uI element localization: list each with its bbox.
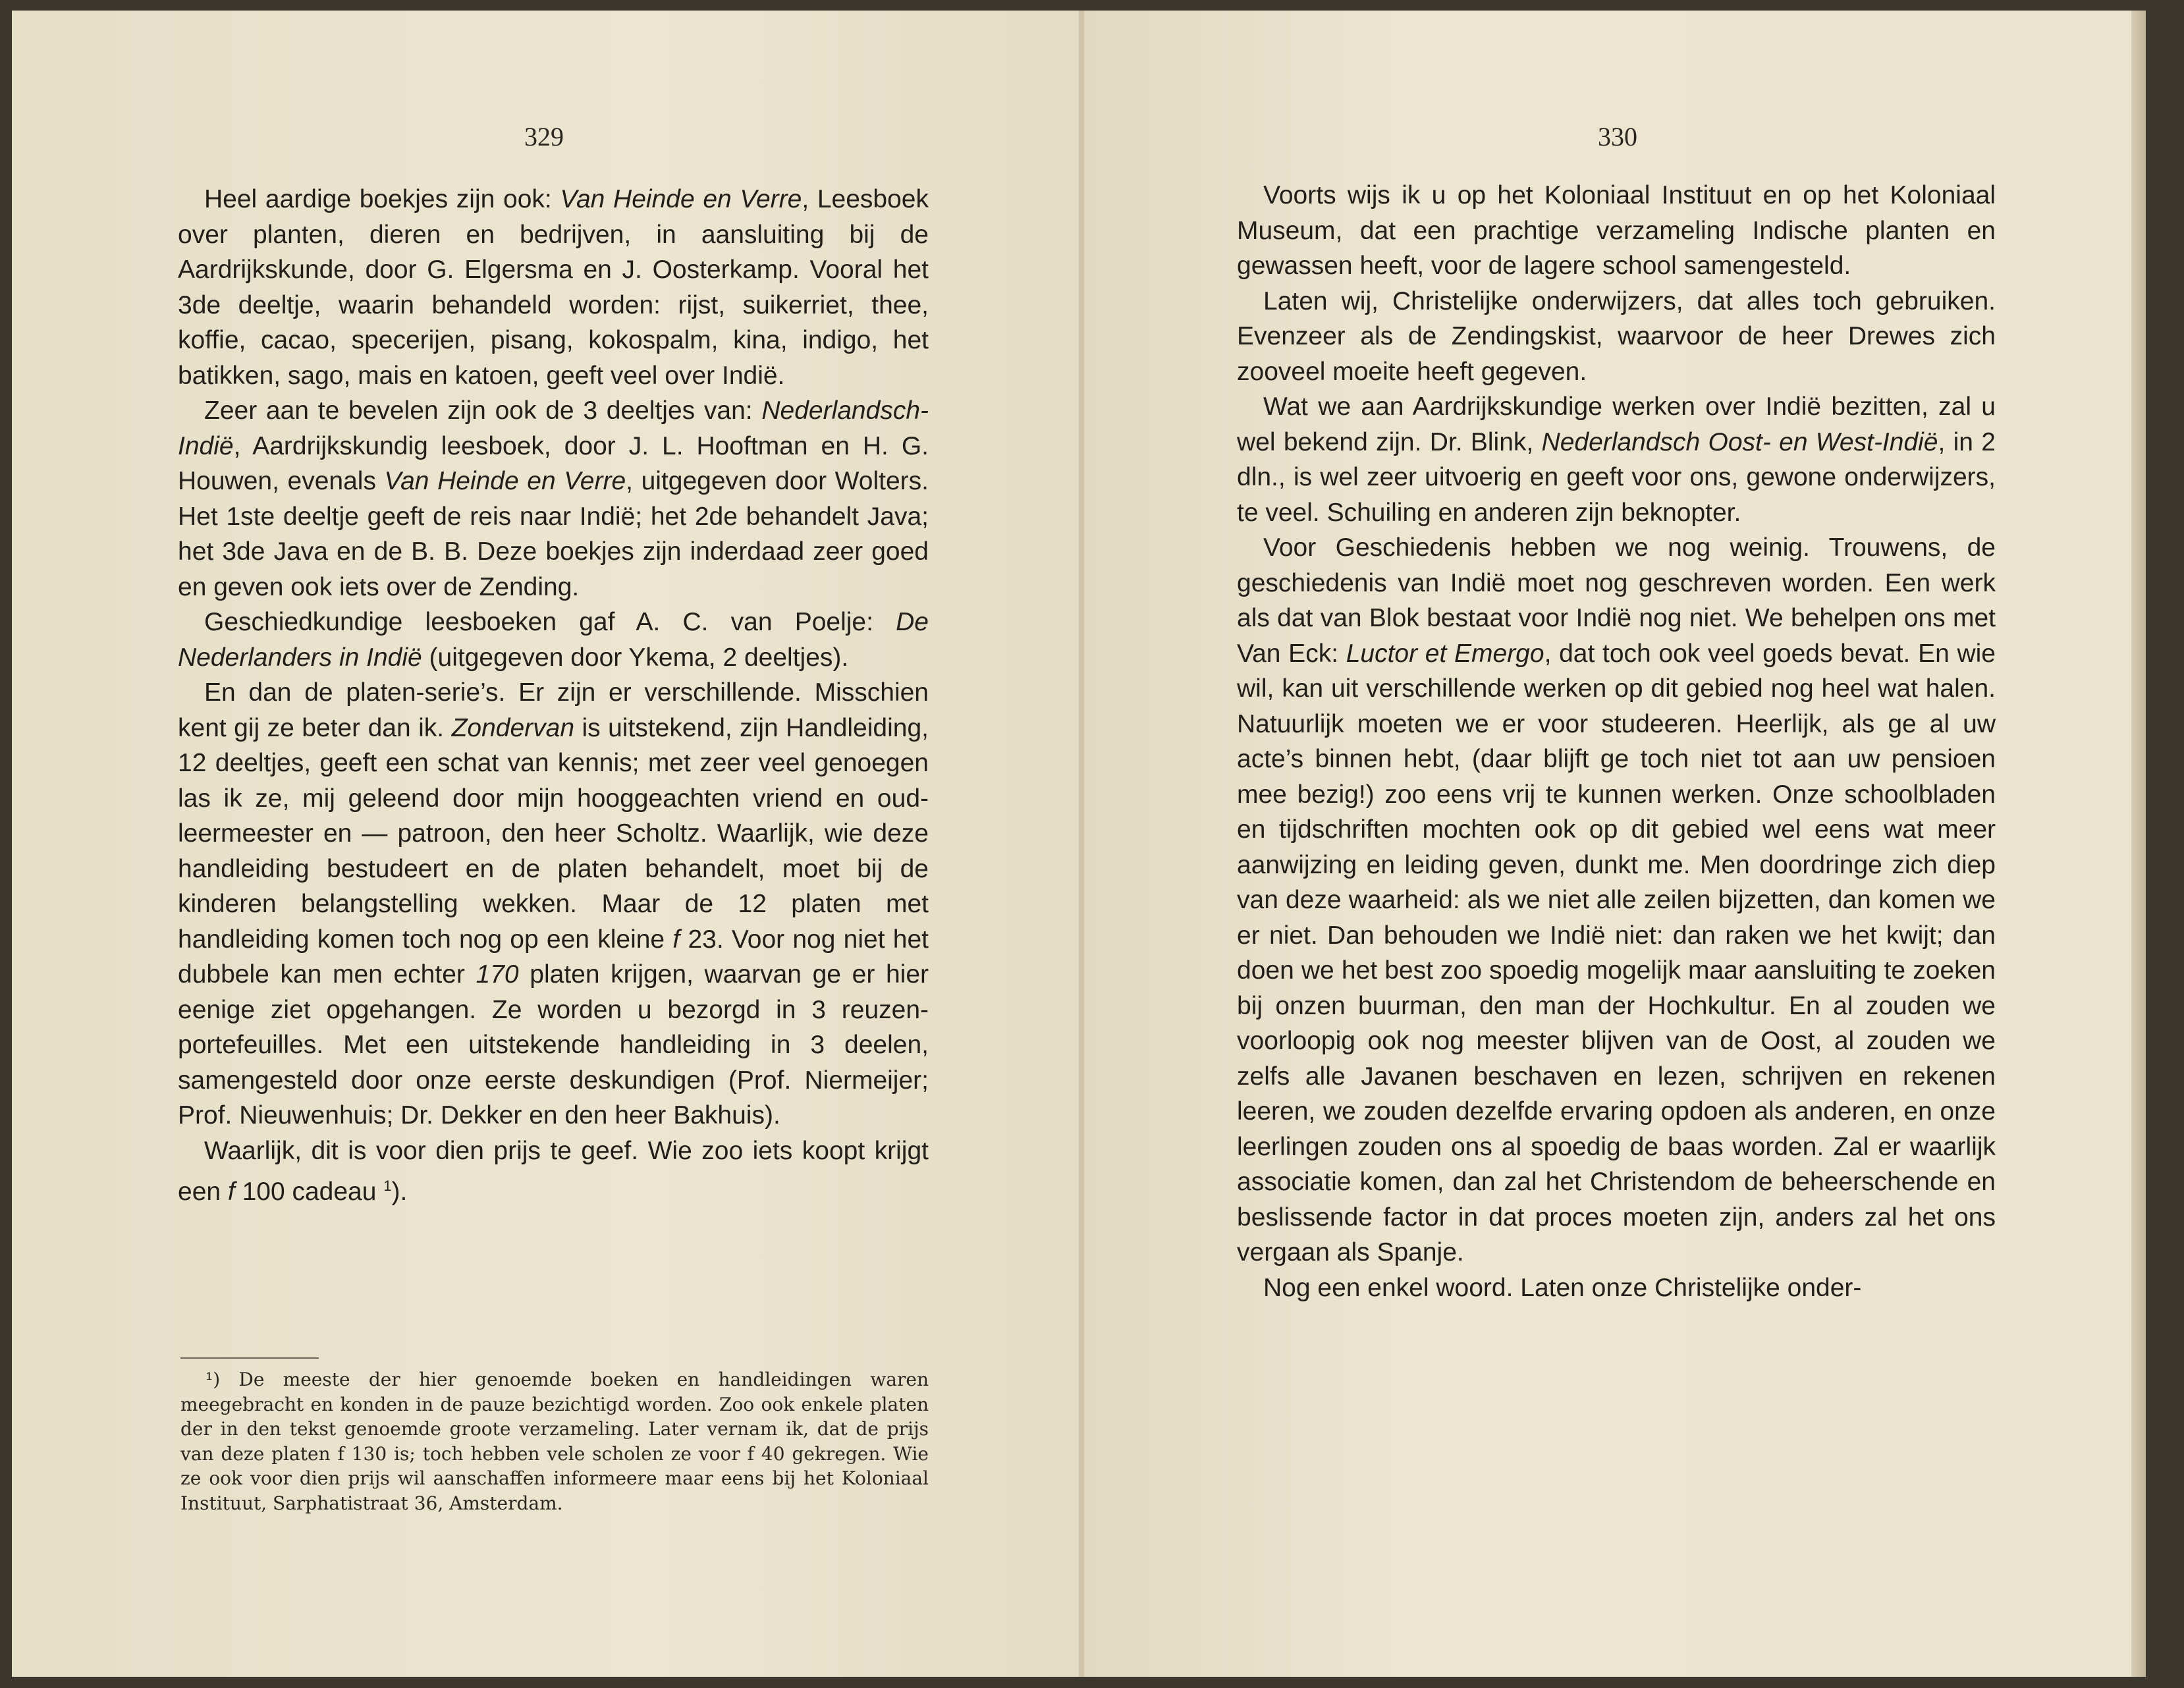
paragraph (178, 393, 929, 605)
text-run: Zondervan (451, 713, 575, 742)
text-run: f (672, 925, 680, 954)
text-run: is uitstekend, zijn Handleiding, 12 deeltjes, geeft een schat van kennis; met zeer veel genoegen las ik ze, mij geleend door mijn hooggeachten vriend en oud-leermeester en — patroon, den heer Scholtz. Waarlijk, wie deze handleiding bestudeert en de platen behandelt, moet bij de kinderen belangstelling wekken. Maar de 12 platen met handleiding komen toch nog op een kleine (178, 713, 929, 954)
paragraph (1237, 389, 1996, 530)
paragraph (178, 675, 929, 1133)
text-run: Laten wij, Christelijke onderwijzers, dat alles toch gebruiken. Evenzeer als de Zendingskist, waarvoor de heer Drewes zich zooveel moeite heeft gegeven. (1237, 286, 1996, 386)
text-run: De Nederlanders in Indië (178, 608, 929, 672)
text-run: 100 cadeau (234, 1178, 384, 1206)
text-run: Voorts wijs ik u op het Koloniaal Instituut en op het Koloniaal Museum, dat een prachtige verzameling Indische planten en gewassen heeft, voor de lagere school samengesteld. (1237, 181, 1996, 280)
text-run: Van Heinde en Verre (384, 467, 626, 495)
page-number-right: 330 (1598, 122, 1637, 151)
left-page-body (178, 182, 929, 1210)
text-run: En dan de platen-serie’s. Er zijn er verschillende. Misschien kent gij ze beter dan ik. (178, 678, 929, 742)
book-gutter (1079, 11, 1084, 1677)
text-run: Geschiedkundige leesboeken gaf A. C. van Poelje: (204, 608, 896, 636)
text-run: ). (391, 1178, 408, 1206)
text-run: , uitgegeven door Wolters. Het 1ste deeltje geeft de reis naar Indië; het 2de behandelt Java; het 3de Java en de B. B. Deze boekjes zijn inderdaad zeer goed en geven ook iets over de Zending. (178, 467, 929, 601)
text-run: , dat toch ook veel goeds bevat. En wie wil, kan uit verschillende werken op dit gebied nog heel wat halen. Natuurlijk moeten we er voor studeeren. Heerlijk, als ge al uw acte’s binnen hebt, (daar blijft ge toch niet tot aan uw pensioen mee bezig!) zoo eens vrij te kunnen werken. Onze schoolbladen en tijdschriften mochten ook op dit gebied wel eens wat meer aanwijzing en leiding geven, dunkt me. Men doordringe zich diep van deze waarheid: als we niet alle zeilen bijzetten, dan komen we er niet. Dan behouden we Indië niet: dan raken we het kwijt; dan doen we het best zoo spoedig mogelijk maar aansluiting te zoeken bij onzen buurman, den man der Hochkultur. En al zouden we voorloopig ook nog meester blijven van de Oost, al zouden we zelfs alle Javanen beschaven en lezen, schrijven en rekenen leeren, we zouden dezelfde ervaring opdoen als anderen, en onze leerlingen zouden ons al spoedig de baas worden. Zal er waarlijk associatie komen, dan zal het Christendom de beheerschende en beslissende factor in dat proces moeten zijn, anders zal het ons vergaan als Spanje. (1237, 639, 1996, 1266)
right-page (1084, 11, 2146, 1677)
paragraph (1237, 530, 1996, 1270)
text-run: Van Heinde en Verre (560, 185, 802, 213)
right-page-body (1237, 178, 1996, 1305)
text-run: Heel aardige boekjes zijn ook: (204, 185, 560, 213)
text-run: Wat we aan Aardrijkskundige werken over Indië bezitten, zal u wel bekend zijn. Dr. Blink, (1237, 393, 1996, 456)
text-run: Luctor et Emergo (1346, 639, 1544, 668)
text-run: , Leesboek over planten, dieren en bedrijven, in aansluiting bij de Aardrijkskunde, door G. Elgersma en J. Oosterkamp. Vooral het 3de deeltje, waarin behandeld worden: rijst, suikerriet, thee, koffie, cacao, specerijen, pisang, kokospalm, kina, indigo, het batikken, sago, mais en katoen, geeft veel over Indië. (178, 185, 929, 390)
text-run: platen krijgen, waarvan ge er hier eenige ziet opgehangen. Ze worden u bezorgd in 3 reuzen-portefeuilles. Met een uitstekende handleiding in 3 deelen, samengesteld door onze eerste deskundigen (Prof. Niermeijer; Prof. Nieuwenhuis; Dr. Dekker en den heer Bakhuis). (178, 960, 929, 1130)
text-run: Nederlandsch Oost- en West-Indië (1541, 427, 1938, 456)
left-page (12, 11, 1079, 1677)
text-run: Zeer aan te bevelen zijn ook de 3 deeltjes van: (204, 396, 762, 425)
text-run: 1 (383, 1178, 392, 1194)
paragraph (178, 1133, 929, 1210)
text-run: f (227, 1178, 235, 1206)
text-run: Voor Geschiedenis hebben we nog weinig. Trouwens, de geschiedenis van Indië moet nog geschreven worden. Een werk als dat van Blok bestaat voor Indië nog niet. We behelpen ons met Van Eck: (1237, 533, 1996, 668)
text-run: 23. Voor nog niet het dubbele kan men echter (178, 925, 929, 989)
footnote: ¹) De meeste der hier genoemde boeken en handleidingen waren meegebracht en konden in de pauze bezichtigd worden. Zoo ook enkele platen der in den tekst genoemde groote verzameling. Later vernam ik, dat de prijs van deze platen f 130 is; toch hebben vele scholen ze voor f 40 gekregen. Wie ze ook voor dien prijs wil aanschaffen informeere maar eens bij het Koloniaal Instituut, Sarphatistraat 36, Amsterdam. (180, 1369, 929, 1514)
paragraph (1237, 178, 1996, 284)
paragraph (178, 605, 929, 675)
paragraph (1237, 1270, 1996, 1306)
text-run: Nog een enkel woord. Laten onze Christelijke onder- (1263, 1273, 1862, 1302)
text-run: , in 2 dln., is wel zeer uitvoerig en geeft voor ons, gewone onderwijzers, te veel. Schuiling en anderen zijn beknopter. (1237, 427, 1996, 527)
page-edge (2131, 11, 2146, 1677)
text-run: (uitgegeven door Ykema, 2 deeltjes). (422, 643, 849, 672)
book-spread (12, 11, 2146, 1677)
paragraph (178, 182, 929, 393)
text-run: Waarlijk, dit is voor dien prijs te geef. Wie zoo iets koopt krijgt een (178, 1136, 929, 1206)
text-run: , Aardrijkskundig leesboek, door J. L. Hooftman en H. G. Houwen, evenals (178, 431, 929, 495)
text-run: 170 (476, 960, 519, 989)
footnote-rule (180, 1357, 319, 1359)
paragraph (1237, 284, 1996, 390)
page-number-left: 329 (524, 122, 564, 151)
text-run: Nederlandsch-Indië (178, 396, 929, 460)
